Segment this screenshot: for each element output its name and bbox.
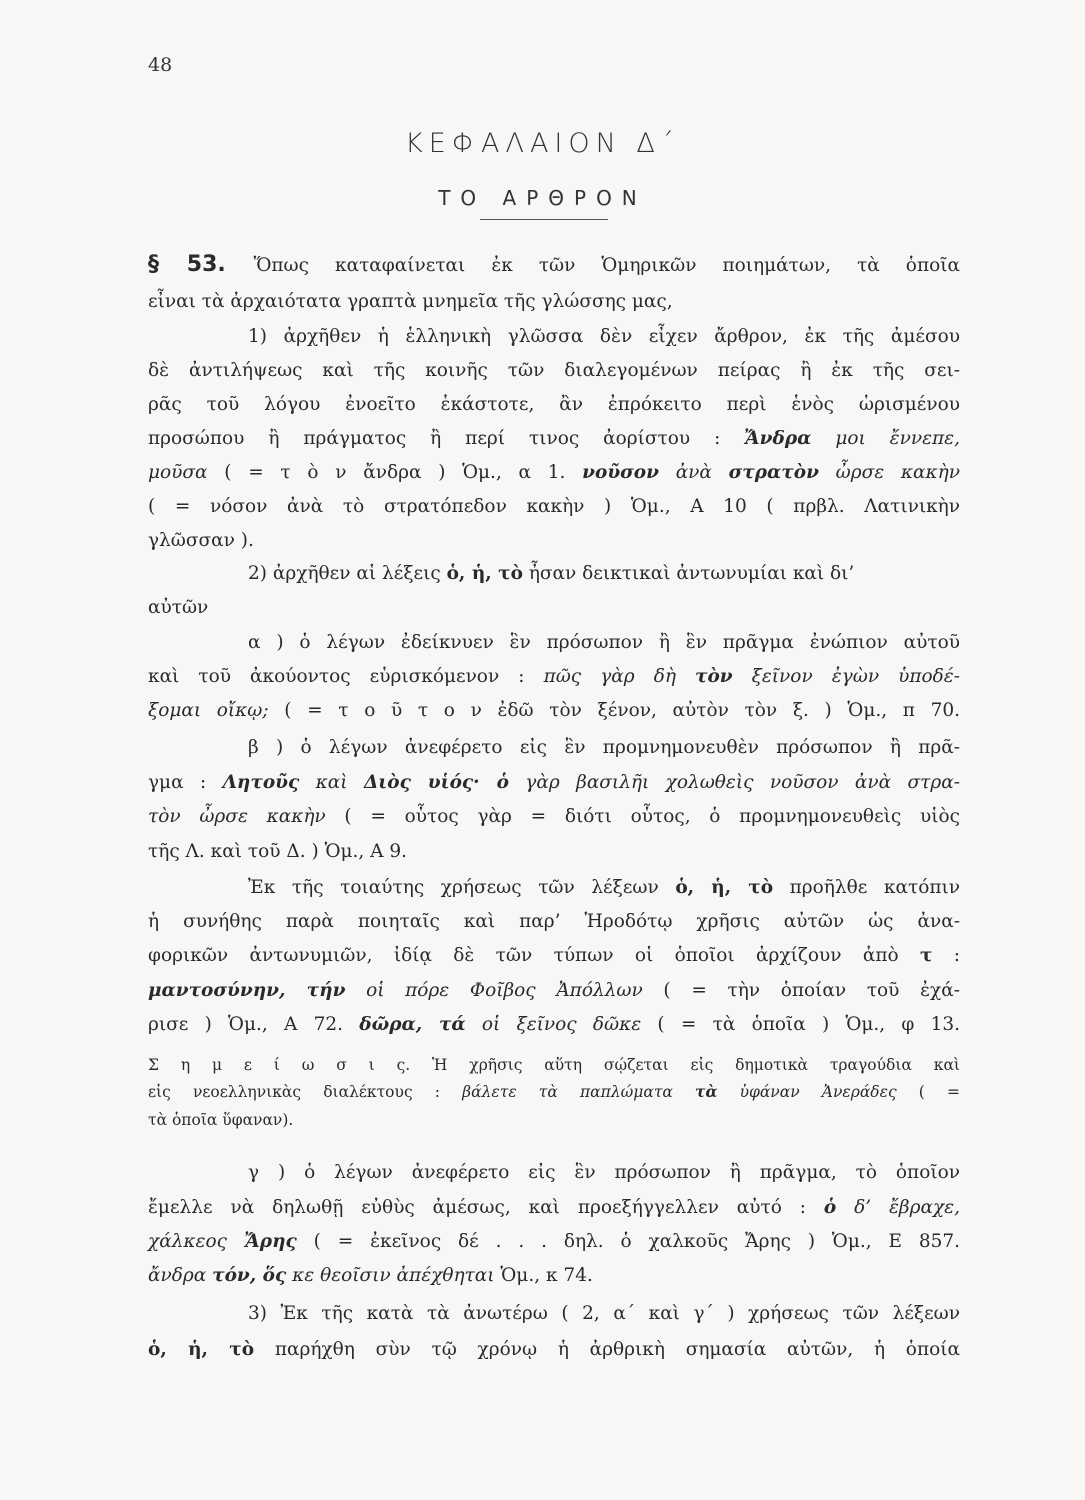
emphasized-text: ὁ, ἡ, τὸ xyxy=(446,563,523,584)
text-segment: αὐτῶν xyxy=(148,597,209,618)
emphasized-text: τὸν xyxy=(695,666,733,687)
text-line xyxy=(148,939,960,972)
emphasized-text: Ἄρης xyxy=(227,1231,297,1252)
text-line xyxy=(148,388,960,421)
text-segment: ἀνὰ xyxy=(658,462,729,483)
text-segment: οἱ ξεῖνος δῶκε xyxy=(465,1014,642,1035)
text-segment: ξεῖνον ἐγὼν ὑποδέ- xyxy=(732,666,960,687)
text-line xyxy=(148,835,960,868)
text-segment: ὑφάναν Ἀνεράδες xyxy=(717,1083,897,1101)
text-line xyxy=(148,524,960,557)
text-segment: ( = οὗτος γὰρ = διότι οὗτος, ὁ προμνημονευθεὶς υἱὸς xyxy=(325,806,961,827)
text-segment: γὰρ βασιλῆι χολωθεὶς νοῦσον ἀνὰ στρα- xyxy=(508,772,960,793)
text-segment: χάλκεος xyxy=(148,1231,227,1252)
emphasized-text: Διὸς υἱός· ὁ xyxy=(363,772,509,793)
text-segment: : xyxy=(932,945,960,966)
text-line xyxy=(148,1079,960,1105)
emphasized-text: ὁ xyxy=(823,1197,837,1218)
text-segment: τὸν ὦρσε κακὴν xyxy=(148,806,326,827)
text-line xyxy=(148,557,960,590)
text-line xyxy=(148,1107,960,1133)
text-line xyxy=(148,1156,960,1189)
emphasized-text: ὁ, ἡ, τὸ xyxy=(148,1339,255,1360)
text-segment: γμα : xyxy=(148,772,223,793)
text-segment: φορικῶν ἀντωνυμιῶν, ἰδίᾳ δὲ τῶν τύπων οἱ ὁποῖοι ἀρχίζουν ἀπὸ xyxy=(148,945,920,966)
text-line xyxy=(148,800,960,833)
text-line xyxy=(148,1259,960,1292)
text-line xyxy=(148,905,960,938)
emphasized-text: τὰ xyxy=(695,1082,718,1101)
text-line xyxy=(148,1333,960,1366)
text-line xyxy=(148,1191,960,1224)
text-line xyxy=(148,974,960,1007)
text-segment: τὰ ὁποῖα ὕφαναν). xyxy=(148,1111,294,1129)
text-segment: ( = τὴν ὁποίαν τοῦ ἐχά- xyxy=(642,980,960,1001)
text-segment: οἱ πόρε Φοῖβος Ἀπόλλων xyxy=(345,980,643,1001)
title-divider xyxy=(480,219,608,220)
text-segment: πῶς γὰρ δὴ xyxy=(543,666,695,687)
emphasized-text: Ἄνδρα xyxy=(744,428,812,449)
emphasized-text: στρατὸν xyxy=(728,462,819,483)
text-line xyxy=(148,320,960,353)
text-segment: ἄνδρα xyxy=(148,1265,213,1286)
text-segment: δ’ ἔβραχε, xyxy=(836,1197,960,1218)
text-segment: προσώπου ἢ πράγματος ἢ περί τινος ἀορίστου : xyxy=(148,428,745,449)
text-segment: Ὁμ., κ 74. xyxy=(494,1265,593,1286)
text-segment: εἰς νεοελληνικὰς διαλέκτους : xyxy=(148,1083,463,1101)
text-line xyxy=(148,1008,960,1041)
text-segment: ἡ συνήθης παρὰ ποιηταῖς καὶ παρ’ Ἡροδότῳ χρῆσις αὐτῶν ὡς ἀνα- xyxy=(148,911,960,932)
text-segment: § 53. xyxy=(148,252,254,277)
text-line xyxy=(148,354,960,387)
text-line xyxy=(148,871,960,904)
text-segment: Ὅπως καταφαίνεται ἐκ τῶν Ὁμηρικῶν ποιημάτων, τὰ ὁποῖα xyxy=(253,255,960,276)
text-segment: καὶ τοῦ ἀκούοντος εὑρισκόμενον : xyxy=(148,666,544,687)
text-segment: Ἐκ τῆς τοιαύτης χρήσεως τῶν λέξεων xyxy=(248,877,676,898)
text-segment: προῆλθε κατόπιν xyxy=(773,877,960,898)
text-segment: ( = τὰ ὁποῖα ) Ὁμ., φ 13. xyxy=(641,1014,960,1035)
text-segment: ( = τ ο ῦ τ ο ν ἐδῶ τὸν ξένον, αὐτὸν τὸν ξ. ) Ὁμ., π 70. xyxy=(268,700,961,721)
text-segment: α ) ὁ λέγων ἐδείκνυεν ἓν πρόσωπον ἢ ἓν πρᾶγμα ἐνώπιον αὐτοῦ xyxy=(248,632,960,653)
text-line xyxy=(148,422,960,455)
text-segment: 1) ἀρχῆθεν ἡ ἑλληνικὴ γλῶσσα δὲν εἶχεν ἄρθρον, ἐκ τῆς ἀμέσου xyxy=(248,326,960,347)
text-segment: κε θεοῖσιν ἀπέχθηται xyxy=(286,1265,495,1286)
text-segment: Σ η μ ε ί ω σ ι ς. Ἡ χρῆσις αὕτη σῴζεται εἰς δημοτικὰ τραγούδια καὶ xyxy=(148,1056,960,1074)
text-segment: ὦρσε κακὴν xyxy=(818,462,960,483)
text-line xyxy=(148,285,960,318)
chapter-subtitle: ΤΟ ΑΡΘΡΟΝ xyxy=(438,186,647,210)
emphasized-text: τόν, ὅς xyxy=(212,1265,287,1286)
emphasized-text: τ xyxy=(919,945,933,966)
text-line xyxy=(148,1297,960,1330)
text-segment: γλῶσσαν ). xyxy=(148,530,254,551)
text-line xyxy=(148,591,960,624)
text-segment: παρήχθη σὺν τῷ χρόνῳ ἡ ἀρθρικὴ σημασία αὐτῶν, ἡ ὁποία xyxy=(254,1339,960,1360)
text-segment: εἶναι τὰ ἀρχαιότατα γραπτὰ μνημεῖα τῆς γλώσσης μας, xyxy=(148,291,673,312)
emphasized-text: νοῦσον xyxy=(582,462,659,483)
text-segment: ( = ἐκεῖνος δέ . . . δηλ. ὁ χαλκοῦς Ἄρης ) Ὁμ., Ε 857. xyxy=(296,1231,961,1252)
text-line xyxy=(148,660,960,693)
text-segment: 3) Ἐκ τῆς κατὰ τὰ ἀνωτέρω ( 2, α΄ καὶ γ΄ ) χρήσεως τῶν λέξεων xyxy=(248,1303,960,1324)
text-segment: β ) ὁ λέγων ἀνεφέρετο εἰς ἓν προμνημονευθὲν πρόσωπον ἢ πρᾶ- xyxy=(248,737,960,758)
text-line xyxy=(148,456,960,489)
text-segment: ρισε ) Ὁμ., Α 72. xyxy=(148,1014,360,1035)
chapter-title: ΚΕΦΑΛΑΙΟΝ Δ΄ xyxy=(405,128,680,159)
text-segment: βάλετε τὰ παπλώματα xyxy=(462,1083,696,1101)
emphasized-text: ὁ, ἡ, τὸ xyxy=(675,877,774,898)
text-line xyxy=(148,1052,960,1078)
page-number: 48 xyxy=(148,54,173,76)
text-segment: μοι ἔννεπε, xyxy=(811,428,960,449)
text-segment: δὲ ἀντιλήψεως καὶ τῆς κοινῆς τῶν διαλεγομένων πείρας ἢ ἐκ τῆς σει- xyxy=(148,360,960,381)
text-segment: ἔμελλε νὰ δηλωθῇ εὐθὺς ἀμέσως, καὶ προεξήγγελλεν αὐτό : xyxy=(148,1197,824,1218)
text-line xyxy=(148,1225,960,1258)
text-segment: ( = νόσον ἀνὰ τὸ στρατόπεδον κακὴν ) Ὁμ., Α 10 ( πρβλ. Λατινικὴν xyxy=(148,496,960,517)
text-segment: ( = xyxy=(896,1083,960,1101)
text-segment: 2) ἀρχῆθεν αἱ λέξεις xyxy=(248,563,447,584)
text-segment: ρᾶς τοῦ λόγου ἐνοεῖτο ἑκάστοτε, ἂν ἐπρόκειτο περὶ ἑνὸς ὡρισμένου xyxy=(148,394,960,415)
text-segment: ξομαι οἴκῳ; xyxy=(148,700,269,721)
text-line xyxy=(148,766,960,799)
text-line xyxy=(148,694,960,727)
text-segment: μοῦσα xyxy=(148,462,208,483)
text-line xyxy=(148,626,960,659)
text-segment: ( = τ ὸ ν ἄνδρα ) Ὁμ., α 1. xyxy=(207,462,583,483)
text-line xyxy=(148,490,960,523)
text-segment: τῆς Λ. καὶ τοῦ Δ. ) Ὁμ., Α 9. xyxy=(148,841,408,862)
text-segment: καὶ xyxy=(299,772,364,793)
text-line xyxy=(148,248,960,281)
emphasized-text: δῶρα, τά xyxy=(359,1014,466,1035)
emphasized-text: μαντοσύνην, τήν xyxy=(148,980,346,1001)
text-segment: ἦσαν δεικτικαὶ ἀντωνυμίαι καὶ δι’ xyxy=(522,563,855,584)
text-line xyxy=(148,731,960,764)
emphasized-text: Λητοῦς xyxy=(222,772,300,793)
text-segment: γ ) ὁ λέγων ἀνεφέρετο εἰς ἓν πρόσωπον ἢ πρᾶγμα, τὸ ὁποῖον xyxy=(248,1162,960,1183)
